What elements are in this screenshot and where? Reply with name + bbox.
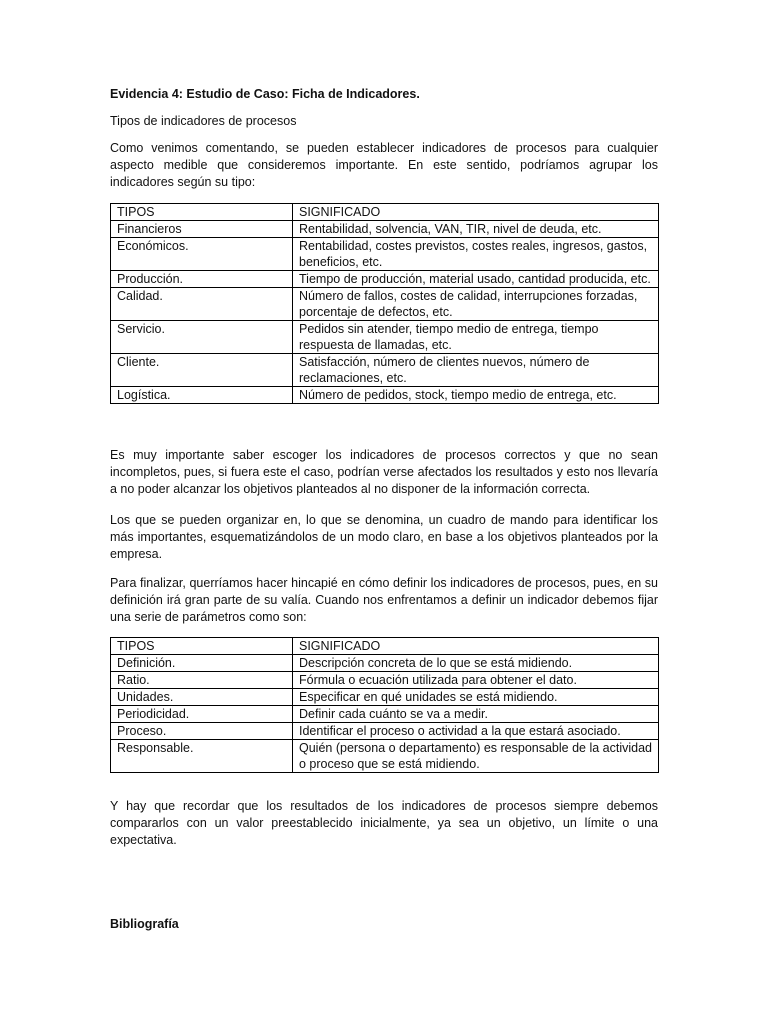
table-row [111, 740, 659, 773]
type-cell: Económicos. [111, 238, 293, 271]
meaning-cell: Descripción concreta de lo que se está midiendo. [293, 655, 659, 672]
table-row [111, 689, 659, 706]
table-row [111, 354, 659, 387]
table-header-row [111, 204, 659, 221]
table-header-cell: TIPOS [111, 638, 293, 655]
type-cell: Logística. [111, 387, 293, 404]
meaning-cell: Quién (persona o departamento) es responsable de la actividad o proceso que se está midiendo. [293, 740, 659, 773]
paragraph-importance: Es muy importante saber escoger los indicadores de procesos correctos y que no sean incompletos, pues, si fuera este el caso, podrían verse afectados los resultados y esto nos llevaría a no poder alcanzar los objetivos planteados al no disponer de la información correcta. [110, 448, 658, 496]
table-row [111, 288, 659, 321]
type-cell: Cliente. [111, 354, 293, 387]
section-subtitle: Tipos de indicadores de procesos [110, 114, 297, 128]
meaning-cell: Número de fallos, costes de calidad, interrupciones forzadas, porcentaje de defectos, etc. [293, 288, 659, 321]
table-row [111, 723, 659, 740]
parameter-cell: Periodicidad. [111, 706, 293, 723]
paragraph-definition: Para finalizar, querríamos hacer hincapié en cómo definir los indicadores de procesos, pues, en su definición irá gran parte de su valía. Cuando nos enfrentamos a definir un indicador debemos fijar una serie de parámetros como son: [110, 576, 658, 624]
meaning-cell: Especificar en qué unidades se está midiendo. [293, 689, 659, 706]
type-cell: Producción. [111, 271, 293, 288]
paragraph-dashboard: Los que se pueden organizar en, lo que se denomina, un cuadro de mando para identificar los más importantes, esquematizándolos de un modo claro, en base a los objetivos planteados por la empresa. [110, 513, 658, 561]
meaning-cell: Pedidos sin atender, tiempo medio de entrega, tiempo respuesta de llamadas, etc. [293, 321, 659, 354]
table-row [111, 672, 659, 689]
paragraph-comparison: Y hay que recordar que los resultados de los indicadores de procesos siempre debemos compararlos con un valor preestablecido inicialmente, ya sea un objetivo, un límite o una expectativa. [110, 799, 658, 847]
parameter-cell: Proceso. [111, 723, 293, 740]
table-row [111, 221, 659, 238]
table-header-cell: TIPOS [111, 204, 293, 221]
table-row [111, 271, 659, 288]
type-cell: Servicio. [111, 321, 293, 354]
table-row [111, 706, 659, 723]
table-row [111, 238, 659, 271]
type-cell: Financieros [111, 221, 293, 238]
parameter-cell: Definición. [111, 655, 293, 672]
indicator-parameters-table [110, 637, 659, 773]
table-row [111, 655, 659, 672]
table-row [111, 321, 659, 354]
intro-paragraph: Como venimos comentando, se pueden establecer indicadores de procesos para cualquier aspecto medible que consideremos importante. En este sentido, podríamos agrupar los indicadores según su tipo: [110, 141, 658, 189]
meaning-cell: Definir cada cuánto se va a medir. [293, 706, 659, 723]
table-header-cell: SIGNIFICADO [293, 204, 659, 221]
meaning-cell: Número de pedidos, stock, tiempo medio de entrega, etc. [293, 387, 659, 404]
meaning-cell: Tiempo de producción, material usado, cantidad producida, etc. [293, 271, 659, 288]
parameter-cell: Ratio. [111, 672, 293, 689]
meaning-cell: Satisfacción, número de clientes nuevos, número de reclamaciones, etc. [293, 354, 659, 387]
type-cell: Calidad. [111, 288, 293, 321]
table-header-row [111, 638, 659, 655]
parameter-cell: Responsable. [111, 740, 293, 773]
indicator-types-table [110, 203, 659, 404]
document-title: Evidencia 4: Estudio de Caso: Ficha de Indicadores. [110, 87, 420, 101]
parameter-cell: Unidades. [111, 689, 293, 706]
table-header-cell: SIGNIFICADO [293, 638, 659, 655]
table-row [111, 387, 659, 404]
meaning-cell: Rentabilidad, costes previstos, costes reales, ingresos, gastos, beneficios, etc. [293, 238, 659, 271]
meaning-cell: Fórmula o ecuación utilizada para obtener el dato. [293, 672, 659, 689]
meaning-cell: Identificar el proceso o actividad a la que estará asociado. [293, 723, 659, 740]
bibliography-heading: Bibliografía [110, 917, 179, 931]
meaning-cell: Rentabilidad, solvencia, VAN, TIR, nivel de deuda, etc. [293, 221, 659, 238]
